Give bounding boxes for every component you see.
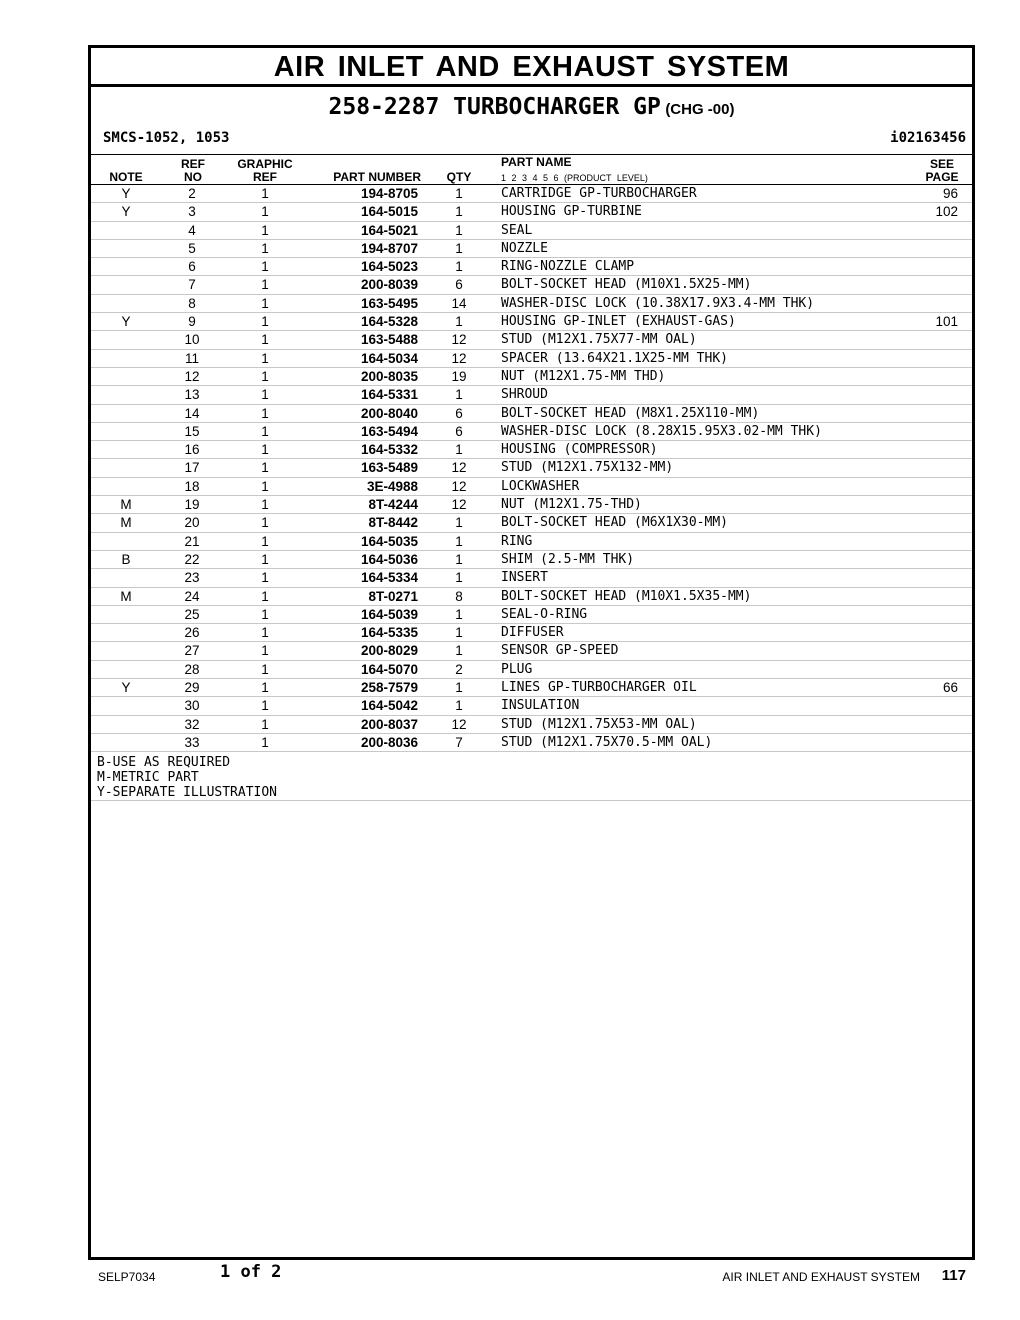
ref-no-cell: 12 xyxy=(184,368,200,384)
part-name-cell: WASHER-DISC LOCK (10.38X17.9X3.4-MM THK) xyxy=(501,295,815,311)
part-name-cell: SHROUD xyxy=(501,387,548,403)
graphic-ref-cell: 1 xyxy=(261,716,269,732)
part-name-cell: STUD (M12X1.75X70.5-MM OAL) xyxy=(501,734,713,750)
part-number-cell: 164-5331 xyxy=(360,387,418,403)
note-cell: Y xyxy=(121,314,131,330)
graphic-ref-cell: 1 xyxy=(261,570,269,586)
note-cell: B xyxy=(121,551,131,567)
ref-no-cell: 25 xyxy=(184,606,200,622)
col-header-ref-top: REF xyxy=(181,157,205,171)
part-number-cell: 164-5042 xyxy=(360,698,418,714)
table-row xyxy=(91,276,972,294)
ref-no-cell: 23 xyxy=(184,570,200,586)
part-number-cell: 164-5015 xyxy=(360,204,418,220)
table-row xyxy=(91,258,972,276)
note-cell: M xyxy=(120,588,132,604)
qty-cell: 8 xyxy=(455,588,463,604)
table-row xyxy=(91,203,972,221)
part-number-cell: 164-5034 xyxy=(360,350,418,366)
graphic-ref-cell: 1 xyxy=(261,332,269,348)
table-row xyxy=(91,368,972,386)
part-number-cell: 200-8037 xyxy=(360,716,418,732)
qty-cell: 14 xyxy=(451,295,467,311)
part-name-cell: HOUSING (COMPRESSOR) xyxy=(501,442,658,458)
page-frame xyxy=(88,45,975,1260)
ref-no-cell: 3 xyxy=(188,204,196,220)
part-name-cell: CARTRIDGE GP-TURBOCHARGER xyxy=(501,186,697,201)
ref-no-cell: 11 xyxy=(184,350,199,366)
col-header-note: NOTE xyxy=(109,170,143,184)
part-name-cell: SEAL xyxy=(501,222,533,238)
qty-cell: 19 xyxy=(451,368,467,384)
col-header-see-bottom: PAGE xyxy=(925,170,959,184)
note-cell: Y xyxy=(121,680,131,696)
ref-no-cell: 32 xyxy=(184,716,200,732)
ref-no-cell: 4 xyxy=(188,222,196,238)
graphic-ref-cell: 1 xyxy=(261,497,269,513)
qty-cell: 1 xyxy=(455,222,463,238)
graphic-ref-cell: 1 xyxy=(261,277,269,293)
col-header-graphic xyxy=(229,158,301,184)
graphic-ref-cell: 1 xyxy=(261,515,269,531)
col-header-ref xyxy=(173,158,213,184)
part-number-cell: 164-5035 xyxy=(360,533,418,549)
qty-cell: 12 xyxy=(451,332,467,348)
section-title: AIR INLET AND EXHAUST SYSTEM xyxy=(91,48,972,87)
see-page-cell: 96 xyxy=(942,186,958,201)
col-header-graphic-top: GRAPHIC xyxy=(237,157,293,171)
table-row xyxy=(91,569,972,587)
note-cell: Y xyxy=(121,186,131,201)
qty-cell: 1 xyxy=(455,643,463,659)
ref-no-cell: 16 xyxy=(184,442,200,458)
qty-cell: 12 xyxy=(451,478,467,494)
ref-no-cell: 30 xyxy=(184,698,200,714)
ref-no-cell: 26 xyxy=(184,625,200,641)
part-name-cell: SHIM (2.5-MM THK) xyxy=(501,551,635,567)
part-number-cell: 200-8036 xyxy=(360,734,418,750)
qty-cell: 6 xyxy=(455,423,463,439)
col-header-graphic-bottom: REF xyxy=(253,170,277,184)
table-row xyxy=(91,734,972,752)
part-number-cell: 8T-0271 xyxy=(368,588,418,604)
ref-no-cell: 8 xyxy=(188,295,196,311)
table-row xyxy=(91,222,972,240)
part-number-cell: 8T-4244 xyxy=(368,497,418,513)
graphic-ref-cell: 1 xyxy=(261,661,269,677)
graphic-ref-cell: 1 xyxy=(261,734,269,750)
part-number-cell: 163-5488 xyxy=(360,332,418,348)
part-name-cell: BOLT-SOCKET HEAD (M10X1.5X35-MM) xyxy=(501,588,752,604)
col-header-see-top: SEE xyxy=(929,157,954,171)
part-number-cell: 163-5489 xyxy=(360,460,418,476)
note-cell: Y xyxy=(121,204,131,220)
col-header-qty: QTY xyxy=(446,170,472,184)
ref-no-cell: 18 xyxy=(184,478,200,494)
table-row xyxy=(91,661,972,679)
ref-no-cell: 17 xyxy=(184,460,200,476)
qty-cell: 1 xyxy=(455,515,463,531)
graphic-ref-cell: 1 xyxy=(261,368,269,384)
table-row xyxy=(91,551,972,569)
part-name-cell: LOCKWASHER xyxy=(501,478,580,494)
qty-cell: 6 xyxy=(455,405,463,421)
ref-no-cell: 19 xyxy=(184,497,200,513)
qty-cell: 12 xyxy=(451,497,467,513)
graphic-ref-cell: 1 xyxy=(261,405,269,421)
graphic-ref-cell: 1 xyxy=(261,460,269,476)
see-page-cell: 66 xyxy=(942,680,958,696)
part-number-cell: 194-8707 xyxy=(360,240,418,256)
part-name-cell: NOZZLE xyxy=(501,240,548,256)
qty-cell: 6 xyxy=(455,277,463,293)
note-line: Y-SEPARATE ILLUSTRATION xyxy=(97,785,278,801)
qty-cell: 1 xyxy=(455,240,463,256)
group-name: 258-2287 TURBOCHARGER GP xyxy=(328,94,661,120)
part-name-cell: NUT (M12X1.75-THD) xyxy=(501,497,642,513)
col-header-part-name: PART NAME xyxy=(501,155,572,169)
table-row xyxy=(91,533,972,551)
table-row xyxy=(91,642,972,660)
qty-cell: 1 xyxy=(455,680,463,696)
table-row xyxy=(91,478,972,496)
graphic-ref-cell: 1 xyxy=(261,698,269,714)
graphic-ref-cell: 1 xyxy=(261,314,269,330)
part-name-cell: HOUSING GP-TURBINE xyxy=(501,204,642,220)
qty-cell: 1 xyxy=(455,698,463,714)
graphic-ref-cell: 1 xyxy=(261,680,269,696)
part-number-cell: 163-5495 xyxy=(360,295,418,311)
note-cell: M xyxy=(120,515,132,531)
table-row xyxy=(91,588,972,606)
graphic-ref-cell: 1 xyxy=(261,625,269,641)
part-number-cell: 8T-8442 xyxy=(368,515,418,531)
table-row xyxy=(91,350,972,368)
part-number-cell: 164-5036 xyxy=(360,551,418,567)
ref-no-cell: 2 xyxy=(188,186,196,201)
ref-no-cell: 33 xyxy=(184,734,200,750)
part-number-cell: 258-7579 xyxy=(360,680,418,696)
footer-doc-id: SELP7034 xyxy=(98,1270,156,1284)
footer-section: AIR INLET AND EXHAUST SYSTEM xyxy=(722,1270,920,1284)
note-line: B-USE AS REQUIRED xyxy=(97,755,231,771)
qty-cell: 12 xyxy=(451,716,467,732)
qty-cell: 1 xyxy=(455,186,463,201)
table-row xyxy=(91,313,972,331)
part-number-cell: 200-8040 xyxy=(360,405,418,421)
footer-page-of: 1 of 2 xyxy=(220,1262,282,1282)
part-name-cell: WASHER-DISC LOCK (8.28X15.95X3.02-MM THK) xyxy=(501,423,822,439)
qty-cell: 1 xyxy=(455,625,463,641)
table-row xyxy=(91,405,972,423)
graphic-ref-cell: 1 xyxy=(261,259,269,275)
table-row xyxy=(91,496,972,514)
qty-cell: 1 xyxy=(455,387,463,403)
graphic-ref-cell: 1 xyxy=(261,222,269,238)
qty-cell: 1 xyxy=(455,533,463,549)
part-name-cell: SENSOR GP-SPEED xyxy=(501,643,619,659)
part-name-cell: SPACER (13.64X21.1X25-MM THK) xyxy=(501,350,728,366)
qty-cell: 2 xyxy=(455,661,463,677)
part-name-cell: INSULATION xyxy=(501,698,580,714)
illustration-id: i02163456 xyxy=(890,130,966,146)
table-row xyxy=(91,295,972,313)
part-number-cell: 164-5039 xyxy=(360,606,418,622)
table-row xyxy=(91,185,972,203)
table-row xyxy=(91,459,972,477)
table-row xyxy=(91,606,972,624)
part-name-cell: SEAL-O-RING xyxy=(501,606,588,622)
part-name-cell: BOLT-SOCKET HEAD (M8X1.25X110-MM) xyxy=(501,405,760,421)
graphic-ref-cell: 1 xyxy=(261,606,269,622)
col-header-product-level: 1 2 3 4 5 6 (PRODUCT LEVEL) xyxy=(501,173,648,183)
ref-no-cell: 13 xyxy=(184,387,200,403)
part-number-cell: 200-8029 xyxy=(360,643,418,659)
part-name-cell: DIFFUSER xyxy=(501,625,564,641)
footer-page-number: 117 xyxy=(941,1267,966,1284)
ref-no-cell: 9 xyxy=(188,314,196,330)
ref-no-cell: 21 xyxy=(184,533,200,549)
part-name-cell: STUD (M12X1.75X53-MM OAL) xyxy=(501,716,697,732)
part-number-cell: 200-8035 xyxy=(360,368,418,384)
qty-cell: 1 xyxy=(455,551,463,567)
graphic-ref-cell: 1 xyxy=(261,186,269,201)
part-name-cell: STUD (M12X1.75X132-MM) xyxy=(501,460,674,476)
ref-no-cell: 6 xyxy=(188,259,196,275)
graphic-ref-cell: 1 xyxy=(261,204,269,220)
qty-cell: 1 xyxy=(455,442,463,458)
note-cell: M xyxy=(120,497,132,513)
part-number-cell: 3E-4988 xyxy=(366,478,418,494)
graphic-ref-cell: 1 xyxy=(261,533,269,549)
ref-no-cell: 7 xyxy=(188,277,196,293)
part-number-cell: 164-5070 xyxy=(360,661,418,677)
graphic-ref-cell: 1 xyxy=(261,350,269,366)
table-row xyxy=(91,423,972,441)
table-row xyxy=(91,697,972,715)
ref-no-cell: 27 xyxy=(184,643,200,659)
col-header-part-number: PART NUMBER xyxy=(333,170,421,184)
graphic-ref-cell: 1 xyxy=(261,643,269,659)
part-name-cell: PLUG xyxy=(501,661,533,677)
ref-no-cell: 15 xyxy=(184,423,200,439)
table-row xyxy=(91,716,972,734)
part-name-cell: BOLT-SOCKET HEAD (M10X1.5X25-MM) xyxy=(501,277,752,293)
qty-cell: 12 xyxy=(451,350,467,366)
ref-no-cell: 20 xyxy=(184,515,200,531)
part-number-cell: 164-5328 xyxy=(360,314,418,330)
ref-no-cell: 22 xyxy=(184,551,200,567)
table-row xyxy=(91,514,972,532)
ref-no-cell: 10 xyxy=(184,332,200,348)
table-row xyxy=(91,240,972,258)
graphic-ref-cell: 1 xyxy=(261,295,269,311)
qty-cell: 7 xyxy=(455,734,463,750)
graphic-ref-cell: 1 xyxy=(261,240,269,256)
graphic-ref-cell: 1 xyxy=(261,551,269,567)
ref-no-cell: 14 xyxy=(184,405,200,421)
notes-legend xyxy=(91,752,972,801)
part-number-cell: 164-5335 xyxy=(360,625,418,641)
part-number-cell: 194-8705 xyxy=(360,186,418,201)
part-number-cell: 164-5021 xyxy=(360,222,418,238)
col-header-ref-bottom: NO xyxy=(184,170,202,184)
part-number-cell: 164-5023 xyxy=(360,259,418,275)
qty-cell: 1 xyxy=(455,570,463,586)
ref-no-cell: 5 xyxy=(188,240,196,256)
graphic-ref-cell: 1 xyxy=(261,387,269,403)
table-row xyxy=(91,386,972,404)
part-name-cell: INSERT xyxy=(501,570,548,586)
parts-table xyxy=(91,184,972,801)
graphic-ref-cell: 1 xyxy=(261,423,269,439)
table-row xyxy=(91,441,972,459)
part-name-cell: BOLT-SOCKET HEAD (M6X1X30-MM) xyxy=(501,515,728,531)
qty-cell: 1 xyxy=(455,204,463,220)
group-title xyxy=(91,94,972,120)
graphic-ref-cell: 1 xyxy=(261,588,269,604)
table-row xyxy=(91,679,972,697)
table-row xyxy=(91,624,972,642)
part-number-cell: 164-5332 xyxy=(360,442,418,458)
group-change: (CHG -00) xyxy=(665,101,735,118)
qty-cell: 12 xyxy=(451,460,467,476)
qty-cell: 1 xyxy=(455,606,463,622)
part-number-cell: 164-5334 xyxy=(360,570,418,586)
part-number-cell: 200-8039 xyxy=(360,277,418,293)
ref-no-cell: 29 xyxy=(184,680,200,696)
note-line: M-METRIC PART xyxy=(97,770,199,786)
part-name-cell: LINES GP-TURBOCHARGER OIL xyxy=(501,680,697,696)
graphic-ref-cell: 1 xyxy=(261,442,269,458)
part-name-cell: NUT (M12X1.75-MM THD) xyxy=(501,368,666,384)
table-row xyxy=(91,331,972,349)
see-page-cell: 101 xyxy=(935,314,958,330)
qty-cell: 1 xyxy=(455,314,463,330)
see-page-cell: 102 xyxy=(935,204,958,220)
qty-cell: 1 xyxy=(455,259,463,275)
col-header-see-page xyxy=(920,158,964,184)
part-name-cell: RING xyxy=(501,533,533,549)
ref-no-cell: 28 xyxy=(184,661,200,677)
part-name-cell: HOUSING GP-INLET (EXHAUST-GAS) xyxy=(501,314,736,330)
part-name-cell: RING-NOZZLE CLAMP xyxy=(501,259,635,275)
part-name-cell: STUD (M12X1.75X77-MM OAL) xyxy=(501,332,697,348)
part-number-cell: 163-5494 xyxy=(360,423,418,439)
ref-no-cell: 24 xyxy=(184,588,200,604)
graphic-ref-cell: 1 xyxy=(261,478,269,494)
smcs-code: SMCS-1052, 1053 xyxy=(103,130,230,146)
